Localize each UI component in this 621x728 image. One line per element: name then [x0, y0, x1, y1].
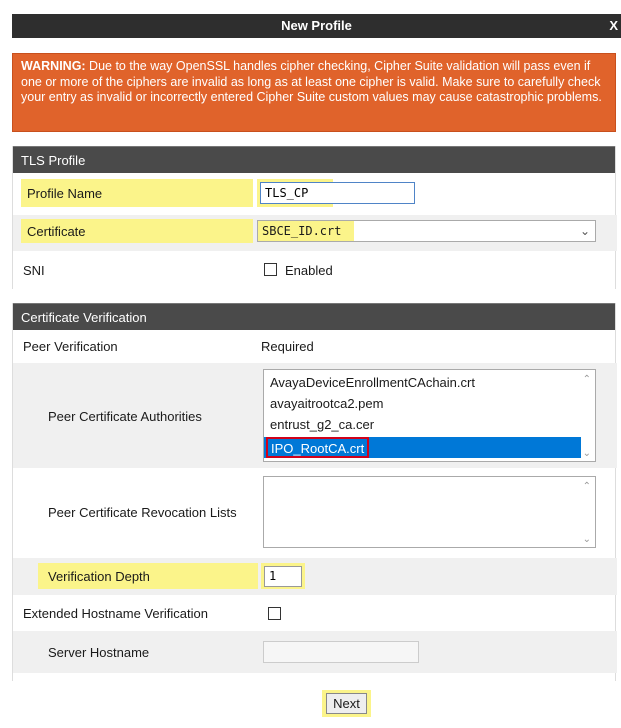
dialog-title: New Profile — [281, 18, 352, 33]
dialog-titlebar — [12, 14, 621, 38]
profile-name-label: Profile Name — [27, 186, 103, 201]
certificate-value: SBCE_ID.crt — [262, 224, 342, 238]
scroll-up-icon[interactable]: ⌃ — [582, 374, 591, 385]
cert-verification-header: Certificate Verification — [13, 303, 615, 330]
peer-verification-label: Peer Verification — [23, 339, 118, 354]
peer-crl-listbox[interactable] — [263, 476, 596, 548]
tls-profile-header: TLS Profile — [13, 146, 615, 173]
extended-hostname-row — [13, 595, 617, 631]
chevron-down-icon: ⌄ — [579, 224, 590, 238]
cert-verification-panel — [12, 303, 616, 681]
profile-name-row — [13, 173, 617, 215]
server-hostname-input — [263, 641, 419, 663]
next-button[interactable]: Next — [326, 693, 367, 714]
peer-verification-value: Required — [261, 339, 314, 354]
profile-name-input[interactable]: TLS_CP — [260, 182, 415, 204]
server-hostname-label: Server Hostname — [48, 645, 150, 660]
peer-ca-row — [13, 363, 617, 468]
certificate-select[interactable] — [257, 220, 596, 242]
verification-depth-row — [13, 558, 617, 595]
peer-crl-row — [13, 468, 617, 558]
peer-ca-item-selected[interactable] — [264, 437, 581, 458]
scroll-up-icon[interactable]: ⌃ — [582, 481, 591, 492]
certificate-label: Certificate — [27, 224, 86, 239]
peer-ca-item[interactable]: entrust_g2_ca.cer — [270, 417, 375, 432]
extended-hostname-label: Extended Hostname Verification — [23, 606, 208, 621]
warning-banner — [12, 53, 616, 132]
certificate-row — [13, 215, 617, 251]
close-icon[interactable]: X — [609, 18, 618, 33]
verification-depth-input[interactable]: 1 — [264, 566, 302, 587]
peer-ca-item[interactable]: AvayaDeviceEnrollmentCAchain.crt — [270, 375, 475, 390]
warning-text: Due to the way OpenSSL handles cipher checking, Cipher Suite validation will pass even if one or more of the ciphers are invalid as long as at least one cipher is valid. Make sure to carefully check your entry as invalid or incorrectly entered Cipher Suite custom values may cause catastrophic problems. — [21, 59, 602, 104]
verification-depth-label: Verification Depth — [48, 569, 150, 584]
peer-verification-row — [13, 330, 617, 363]
scroll-down-icon[interactable]: ⌄ — [582, 534, 591, 545]
peer-ca-listbox[interactable] — [263, 369, 596, 462]
sni-row — [13, 251, 617, 289]
server-hostname-row — [13, 631, 617, 673]
sni-enabled-checkbox[interactable] — [264, 263, 277, 276]
peer-crl-label: Peer Certificate Revocation Lists — [48, 505, 237, 520]
tls-profile-panel — [12, 146, 616, 289]
sni-label: SNI — [23, 263, 45, 278]
warning-prefix: WARNING: — [21, 59, 86, 73]
sni-enabled-label: Enabled — [285, 263, 333, 278]
next-button-highlight — [322, 690, 371, 717]
peer-ca-label: Peer Certificate Authorities — [48, 409, 202, 424]
extended-hostname-checkbox[interactable] — [268, 607, 281, 620]
scroll-down-icon[interactable]: ⌄ — [582, 448, 591, 459]
peer-ca-item[interactable]: avayaitrootca2.pem — [270, 396, 384, 411]
peer-ca-selected-label: IPO_RootCA.crt — [266, 437, 369, 458]
